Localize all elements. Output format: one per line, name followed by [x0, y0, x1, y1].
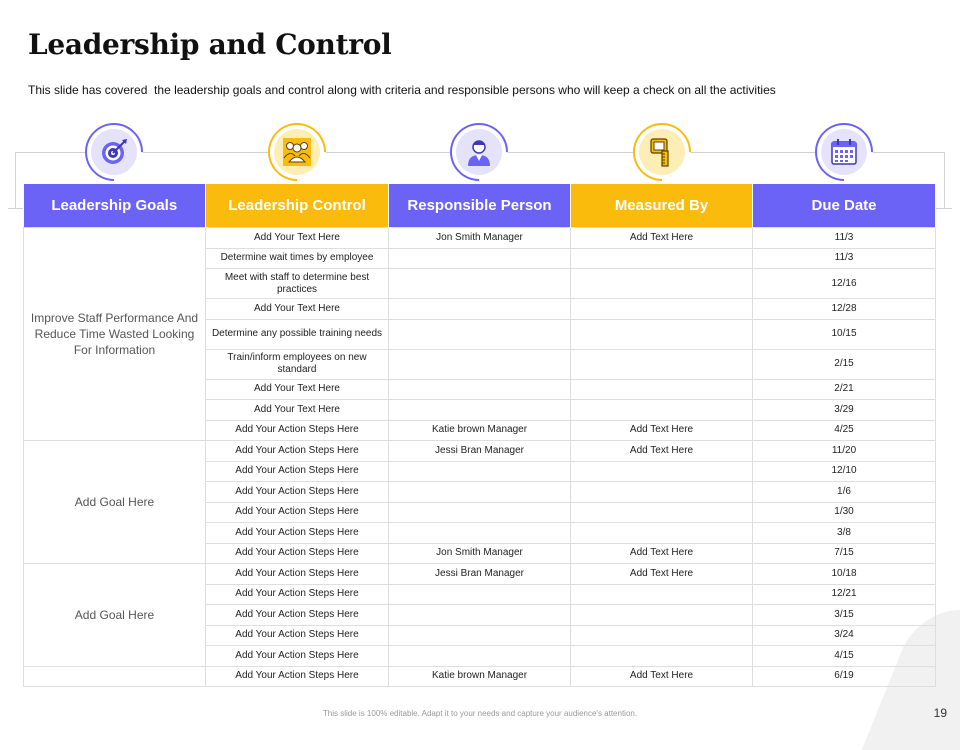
person-cell: Katie brown Manager: [389, 666, 571, 687]
person-cell: [389, 584, 571, 605]
icon-inner: [456, 129, 502, 175]
person-cell: [389, 349, 571, 379]
icon-inner: [91, 129, 137, 175]
measure-cell: [571, 502, 753, 523]
person-cell: Jessi Bran Manager: [389, 441, 571, 462]
control-cell: Determine wait times by employee: [206, 248, 389, 269]
person-cell: [389, 461, 571, 482]
control-cell: Add Your Action Steps Here: [206, 441, 389, 462]
measure-cell: [571, 379, 753, 400]
measure-cell: Add Text Here: [571, 666, 753, 687]
measure-cell: [571, 584, 753, 605]
table-header-row: [24, 184, 936, 228]
control-cell: Add Your Action Steps Here: [206, 625, 389, 646]
due-cell: 11/20: [753, 441, 936, 462]
control-cell: Add Your Action Steps Here: [206, 646, 389, 667]
measure-cell: [571, 523, 753, 544]
control-cell: Add Your Text Here: [206, 228, 389, 249]
table-row: [24, 666, 936, 687]
team-icon: [281, 136, 313, 168]
due-cell: 10/15: [753, 319, 936, 349]
icon-inner: [821, 129, 867, 175]
person-cell: [389, 269, 571, 299]
person-cell: [389, 379, 571, 400]
person-cell: [389, 319, 571, 349]
control-cell: Add Your Action Steps Here: [206, 420, 389, 441]
header-leadership-goals: Leadership Goals: [24, 184, 206, 228]
measure-cell: [571, 646, 753, 667]
table-row: [24, 441, 936, 462]
icon-badge-person: [450, 123, 508, 181]
icon-inner: [639, 129, 685, 175]
control-cell: Add Your Action Steps Here: [206, 584, 389, 605]
person-cell: [389, 299, 571, 320]
person-icon: [463, 136, 495, 168]
due-cell: 12/21: [753, 584, 936, 605]
due-cell: 4/15: [753, 646, 936, 667]
due-cell: 3/8: [753, 523, 936, 544]
person-cell: [389, 248, 571, 269]
person-cell: [389, 502, 571, 523]
icon-badge-team: [268, 123, 326, 181]
measure-cell: [571, 625, 753, 646]
person-cell: Jon Smith Manager: [389, 543, 571, 564]
header-due-date: Due Date: [753, 184, 936, 228]
table-body: [24, 228, 936, 687]
header-measured-by: Measured By: [571, 184, 753, 228]
measuring-tape-icon: [646, 136, 678, 168]
due-cell: 7/15: [753, 543, 936, 564]
table-row: [24, 564, 936, 585]
icon-badge-target: [85, 123, 143, 181]
person-cell: [389, 646, 571, 667]
due-cell: 6/19: [753, 666, 936, 687]
table-row: [24, 228, 936, 249]
measure-cell: [571, 461, 753, 482]
person-cell: [389, 400, 571, 421]
control-cell: Add Your Action Steps Here: [206, 482, 389, 503]
control-cell: Add Your Action Steps Here: [206, 605, 389, 626]
due-cell: 11/3: [753, 248, 936, 269]
due-cell: 12/10: [753, 461, 936, 482]
target-icon: [98, 136, 130, 168]
measure-cell: Add Text Here: [571, 543, 753, 564]
due-cell: 2/21: [753, 379, 936, 400]
measure-cell: [571, 400, 753, 421]
measure-cell: [571, 299, 753, 320]
due-cell: 11/3: [753, 228, 936, 249]
control-cell: Add Your Action Steps Here: [206, 666, 389, 687]
goal-cell-empty: [24, 666, 206, 687]
person-cell: [389, 523, 571, 544]
goal-cell: Improve Staff Performance And Reduce Time Wasted Looking For Information: [24, 228, 206, 441]
icon-badge-measuring-tape: [633, 123, 691, 181]
due-cell: 10/18: [753, 564, 936, 585]
control-cell: Meet with staff to determine best practices: [206, 269, 389, 299]
control-cell: Add Your Text Here: [206, 400, 389, 421]
due-cell: 1/30: [753, 502, 936, 523]
goal-cell: Add Goal Here: [24, 564, 206, 667]
measure-cell: [571, 269, 753, 299]
control-cell: Add Your Action Steps Here: [206, 461, 389, 482]
control-cell: Add Your Action Steps Here: [206, 523, 389, 544]
due-cell: 12/16: [753, 269, 936, 299]
person-cell: Jessi Bran Manager: [389, 564, 571, 585]
due-cell: 3/29: [753, 400, 936, 421]
measure-cell: [571, 248, 753, 269]
slide-title: Leadership and Control: [28, 28, 392, 61]
icon-badge-calendar: [815, 123, 873, 181]
frame-line-right: [944, 152, 945, 208]
header-responsible-person: Responsible Person: [389, 184, 571, 228]
due-cell: 3/15: [753, 605, 936, 626]
due-cell: 1/6: [753, 482, 936, 503]
calendar-icon: [828, 136, 860, 168]
leadership-table: [23, 184, 936, 687]
person-cell: Jon Smith Manager: [389, 228, 571, 249]
measure-cell: Add Text Here: [571, 228, 753, 249]
frame-line-left: [15, 152, 16, 208]
measure-cell: Add Text Here: [571, 420, 753, 441]
due-cell: 12/28: [753, 299, 936, 320]
control-cell: Add Your Text Here: [206, 299, 389, 320]
measure-cell: [571, 349, 753, 379]
control-cell: Add Your Action Steps Here: [206, 502, 389, 523]
measure-cell: [571, 605, 753, 626]
control-cell: Train/inform employees on new standard: [206, 349, 389, 379]
slide-subtitle: This slide has covered the leadership goals and control along with criteria and responsible persons who will keep a check on all the activities: [28, 83, 776, 97]
measure-cell: [571, 319, 753, 349]
measure-cell: [571, 482, 753, 503]
control-cell: Add Your Action Steps Here: [206, 543, 389, 564]
frame-line-right-foot: [935, 208, 952, 209]
control-cell: Determine any possible training needs: [206, 319, 389, 349]
footer-note: This slide is 100% editable. Adapt it to your needs and capture your audience's attention.: [322, 709, 638, 718]
measure-cell: Add Text Here: [571, 564, 753, 585]
due-cell: 3/24: [753, 625, 936, 646]
control-cell: Add Your Action Steps Here: [206, 564, 389, 585]
control-cell: Add Your Text Here: [206, 379, 389, 400]
person-cell: [389, 482, 571, 503]
goal-cell: Add Goal Here: [24, 441, 206, 564]
person-cell: [389, 625, 571, 646]
person-cell: Katie brown Manager: [389, 420, 571, 441]
icon-inner: [274, 129, 320, 175]
measure-cell: Add Text Here: [571, 441, 753, 462]
header-leadership-control: Leadership Control: [206, 184, 389, 228]
page-number: 19: [933, 706, 947, 720]
due-cell: 2/15: [753, 349, 936, 379]
person-cell: [389, 605, 571, 626]
frame-line-left-foot: [8, 208, 23, 209]
due-cell: 4/25: [753, 420, 936, 441]
